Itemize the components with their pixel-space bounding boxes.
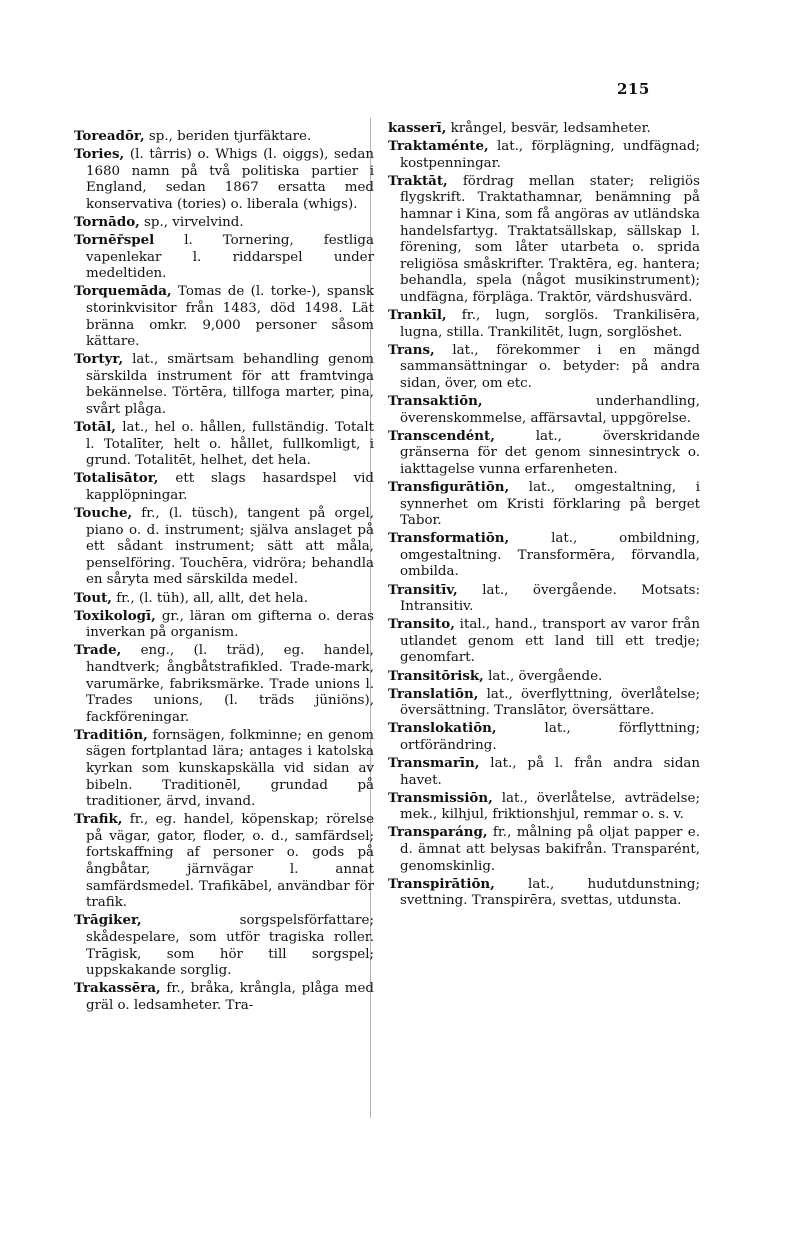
entry-definition: lat., överlåtelse, avträdelse; mek., kilhjul, friktionshjul, remmar o. s. v.: [400, 790, 700, 823]
entry-definition: fördrag mellan stater; religiös flygskrift. Traktathamnar, benämning på hamnar i Kina, som få angöras av utländska handelsfartyg. Traktatsällskap, sällskap l. förening, som låter utarbeta o. sprida religiösa småskrifter. Traktēra, eg. hantera; behandla, spela (något musikinstrument); undfägna, förpläga. Traktōr, värdshusvärd.: [400, 173, 700, 305]
entry-headword: Translokatiōn,: [388, 720, 497, 737]
entry-definition: sp., beriden tjurfäktare.: [144, 129, 312, 144]
entry-definition: fr., bråka, krångla, plåga med gräl o. ledsamheter. Tra-: [86, 981, 374, 1013]
entry-headword: kasserī,: [388, 120, 447, 136]
dictionary-entry: [74, 590, 374, 608]
dictionary-entry: [74, 980, 374, 1014]
entry-headword: Trankīl,: [388, 307, 447, 324]
entry-definition: sorgspelsförfattare; skådespelare, som utför tragiska roller. Trāgisk, som hör till sorgspel; uppskakande sorglig.: [86, 913, 374, 979]
dictionary-entry: [74, 912, 374, 979]
dictionary-entry: [74, 505, 374, 589]
entry-headword: Transitīv,: [388, 581, 458, 598]
entry-headword: Trakassēra,: [74, 980, 161, 997]
left-column: [74, 128, 374, 1015]
entry-definition: underhandling, överenskommelse, affärsavtal, uppgörelse.: [400, 394, 700, 426]
entry-headword: Transitōrisk,: [388, 667, 484, 684]
entry-headword: Traktāt,: [388, 172, 448, 189]
dictionary-entry: [388, 479, 700, 530]
entry-headword: Tornādo,: [74, 213, 140, 230]
entry-headword: Traditiōn,: [74, 726, 148, 743]
entry-definition: gr., läran om gifterna o. deras inverkan på organism.: [86, 608, 374, 641]
entry-definition: fr., lugn, sorglös. Trankilisēra, lugna, stilla. Trankilitēt, lugn, sorglöshet.: [400, 308, 700, 340]
entry-definition: lat., övergående. Motsats: Intransitiv.: [400, 582, 700, 615]
dictionary-entry: [74, 214, 374, 232]
dictionary-entry: [74, 608, 374, 642]
entry-definition: ett slags hasardspel vid kapplöpningar.: [86, 471, 374, 503]
entry-headword: Trafik,: [74, 811, 123, 828]
dictionary-entry: [388, 824, 700, 875]
dictionary-entry: [74, 419, 374, 470]
dictionary-entry: [74, 232, 374, 283]
entry-headword: Transparáng,: [388, 824, 488, 841]
entry-headword: Transcendént,: [388, 427, 495, 444]
entry-headword: Trade,: [74, 642, 122, 659]
entry-definition: fr., eg. handel, köpenskap; rörelse på vägar, gator, floder, o. d., samfärdsel; fortskaffning af personer o. gods på ångbåtar, järnvägar l. annat samfärdsmedel. Trafikābel, användbar för trafik.: [86, 812, 374, 911]
entry-definition: lat., överflyttning, överlåtelse; översättning. Translātor, översättare.: [400, 686, 700, 719]
entry-headword: Totalisātor,: [74, 470, 159, 487]
entry-definition: Tomas de (l. torke-), spansk storinkvisitor från 1483, död 1498. Lät bränna omkr. 9,000 personer såsom kättare.: [86, 284, 374, 350]
dictionary-entry: [388, 790, 700, 824]
entry-headword: Touche,: [74, 505, 133, 522]
entry-definition: krångel, besvär, ledsamheter.: [446, 121, 651, 136]
dictionary-entry: [74, 351, 374, 418]
entry-headword: Toreadōr,: [74, 128, 145, 144]
dictionary-entry: [388, 582, 700, 616]
entry-definition: lat., hel o. hållen, fullständig. Totalt l. Totalīter, helt o. hållet, fullkomligt, i grund. Totalitēt, helhet, det hela.: [86, 420, 374, 469]
dictionary-entry: [388, 876, 700, 910]
entry-headword: Torquemāda,: [74, 283, 172, 300]
dictionary-entry: [74, 283, 374, 350]
entry-definition: lat., omgestaltning, i synnerhet om Kristi förklaring på berget Tabor.: [400, 479, 700, 529]
dictionary-entry: [388, 393, 700, 427]
dictionary-entry: [388, 428, 700, 479]
entry-definition: lat., hudutdunstning; svettning. Transpirēra, svettas, utdunsta.: [400, 876, 700, 909]
entry-headword: Trans,: [388, 341, 435, 358]
entry-definition: lat., förekommer i en mängd sammansättningar o. betyder: på andra sidan, över, om etc.: [400, 342, 700, 391]
dictionary-entry: [388, 342, 700, 393]
entry-headword: Transpirātiōn,: [388, 875, 495, 892]
dictionary-entry: [388, 307, 700, 341]
entry-definition: (l. târris) o. Whigs (l. oiggs), sedan 1680 namn på två politiska partier i England, sedan 1867 ersatta med konservativa (tories) o. liberala (whigs).: [86, 147, 374, 212]
entry-definition: fr., (l. tüsch), tangent på orgel, piano o. d. instrument; själva anslaget på ett sådant instrument; sätt att måla, penselföring. Touchēra, vidröra; behandla en såryta med särskilda medel.: [86, 506, 374, 588]
dictionary-entry: [74, 128, 374, 146]
page-number: 215: [617, 80, 650, 98]
entry-headword: Tories,: [74, 146, 125, 163]
entry-headword: Totāl,: [74, 419, 116, 436]
dictionary-entry: [388, 616, 700, 667]
entry-headword: Tornēr̄spel: [74, 232, 155, 249]
entry-definition: l. Tornering, festliga vapenlekar l. riddarspel under medeltiden.: [86, 233, 374, 282]
right-column: [388, 120, 700, 910]
dictionary-entry: [388, 530, 700, 581]
dictionary-entry: [388, 138, 700, 172]
entry-definition: eng., (l. träd), eg. handel, handtverk; ångbåtstrafikled. Trade-mark, varumärke, fabriksmärke. Trade unions l. Trades unions, (l. träds jüniöns), fackföreningar.: [86, 643, 374, 725]
dictionary-entry: [388, 120, 700, 138]
entry-headword: Tortyr,: [74, 351, 124, 368]
entry-headword: Trāgiker,: [74, 912, 142, 929]
dictionary-entry: [74, 642, 374, 726]
dictionary-entry: [388, 668, 700, 686]
entry-headword: Transmarīn,: [388, 754, 480, 771]
entry-definition: sp., virvelvind.: [139, 214, 244, 230]
entry-definition: lat., smärtsam behandling genom särskilda instrument för att framtvinga bekännelse. Törtēra, tillfoga marter, pina, svårt plåga.: [86, 352, 374, 417]
entry-definition: lat., förplägning, undfägnad; kostpenningar.: [400, 139, 700, 171]
dictionary-entry: [74, 146, 374, 213]
entry-headword: Translatiōn,: [388, 685, 479, 702]
dictionary-entry: [388, 755, 700, 789]
entry-headword: Transfigurātiōn,: [388, 478, 510, 495]
dictionary-entry: [74, 727, 374, 811]
entry-headword: Traktaménte,: [388, 138, 489, 155]
entry-definition: lat., förflyttning; ortförändring.: [400, 721, 700, 753]
dictionary-entry: [388, 173, 700, 307]
entry-definition: lat., överskridande gränserna för det genom sinnesintryck o. iakttagelse vunna erfarenheten.: [400, 428, 700, 477]
entry-headword: Transito,: [388, 616, 455, 633]
dictionary-entry: [74, 470, 374, 504]
entry-definition: lat., övergående.: [483, 668, 603, 684]
dictionary-entry: [74, 811, 374, 912]
dictionary-entry: [388, 720, 700, 754]
entry-definition: lat., på l. från andra sidan havet.: [400, 755, 700, 788]
entry-headword: Toxikologī,: [74, 607, 156, 624]
entry-headword: Tout,: [74, 589, 112, 606]
entry-definition: lat., ombildning, omgestaltning. Transformēra, förvandla, ombilda.: [400, 531, 700, 580]
entry-headword: Transmissiōn,: [388, 789, 493, 806]
entry-definition: ital., hand., transport av varor från utlandet genom ett land till ett tredje; genomfart.: [400, 617, 700, 666]
entry-headword: Transformatiōn,: [388, 530, 510, 547]
entry-headword: Transaktiōn,: [388, 393, 483, 409]
entry-definition: fornsägen, folkminne; en genom sägen fortplantad lära; antages i katolska kyrkan som kunskapskälla vid sidan av bibeln. Traditionēl, grundad på traditioner, ärvd, invand.: [86, 727, 374, 810]
dictionary-entry: [388, 686, 700, 720]
entry-definition: fr., målning på oljat papper e. d. ämnat att belysas bakifrån. Transparént, genomskinlig.: [400, 825, 700, 874]
entry-definition: fr., (l. tüh), all, allt, det hela.: [111, 590, 308, 606]
